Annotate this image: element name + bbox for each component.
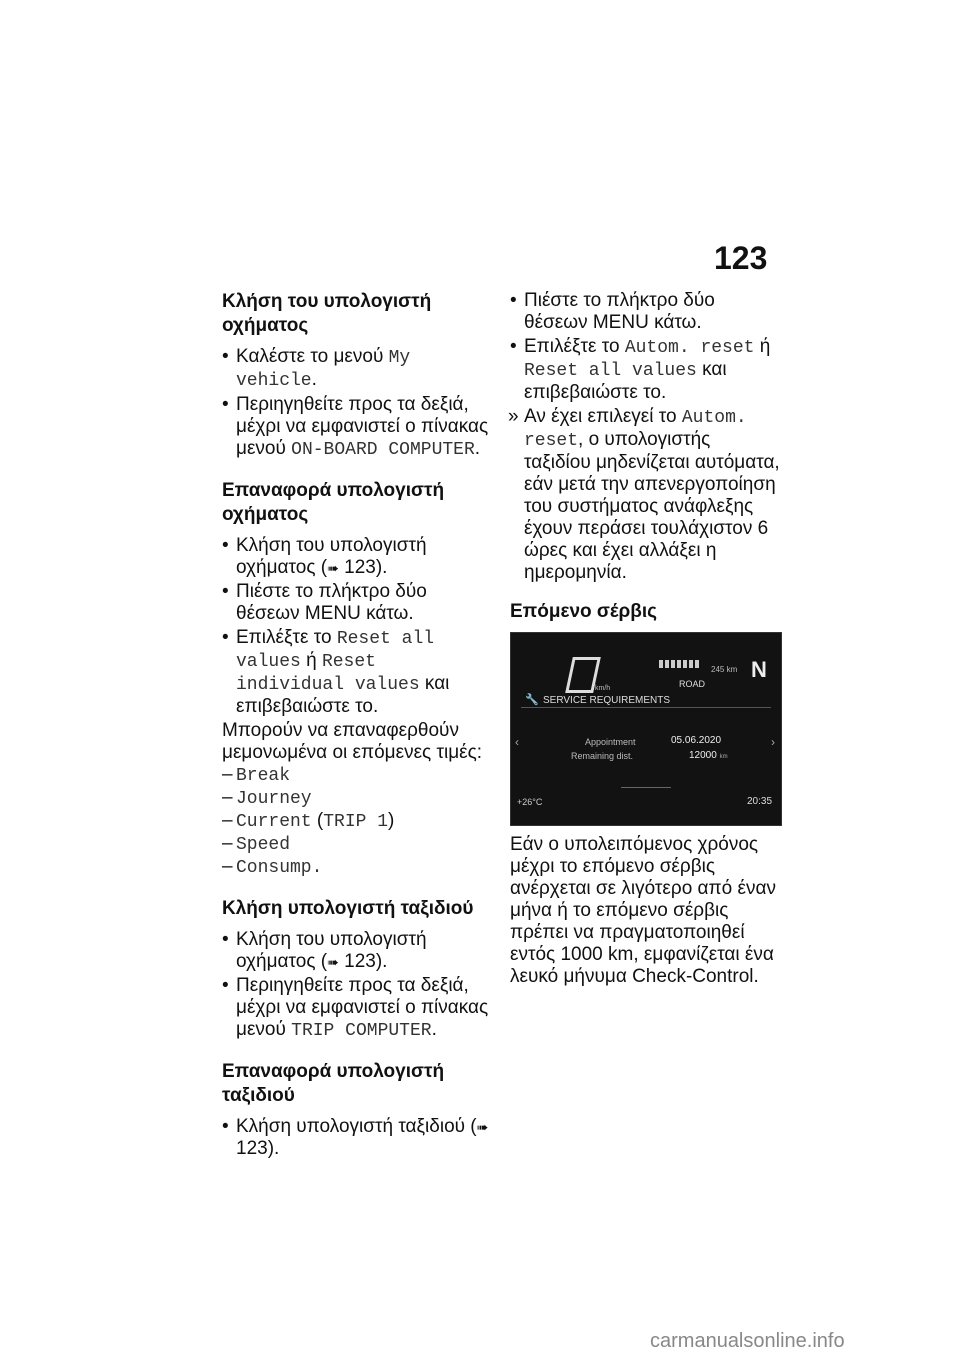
- service-display-image: [510, 632, 782, 826]
- page-reference: 123).: [338, 951, 388, 972]
- menu-code: Consump.: [236, 858, 323, 878]
- gear-indicator: N: [751, 657, 767, 682]
- list-item: [222, 394, 492, 461]
- list-item: [222, 929, 492, 973]
- dash-item: [222, 856, 492, 879]
- remaining-dist-label: Remaining dist.: [571, 751, 634, 761]
- service-header: [511, 687, 781, 705]
- wrench-icon: 🔧: [525, 694, 539, 706]
- section-title: Επαναφορά υπολογιστή οχήματος: [222, 480, 445, 525]
- divider: [521, 707, 771, 708]
- section-call-trip-computer: [222, 897, 492, 1042]
- text: Κλήση υπολογιστή ταξιδιού (: [236, 1116, 477, 1137]
- menu-code: TRIP COMPUTER: [291, 1021, 432, 1041]
- watermark: carmanualsonline.info: [650, 1330, 845, 1352]
- dist-unit: km: [719, 754, 728, 760]
- arrow-icon: ➠: [327, 954, 339, 970]
- menu-code: Reset all values: [236, 629, 435, 672]
- menu-code: Speed: [236, 835, 291, 855]
- text: Επιλέξτε το: [524, 336, 625, 357]
- service-title: SERVICE REQUIREMENTS: [543, 695, 671, 706]
- text: Κλήση του υπολογιστή οχήματος (: [236, 929, 427, 972]
- text: Επιλέξτε το: [236, 627, 337, 648]
- menu-code: ON-BOARD COMPUTER: [291, 440, 475, 460]
- text: ): [388, 810, 395, 831]
- dist-number: 12000: [689, 750, 717, 761]
- menu-code: Autom. reset: [524, 408, 747, 451]
- section-call-vehicle-computer: [222, 290, 492, 461]
- left-column: [222, 290, 492, 1178]
- list-item: • Πιέστε το πλήκτρο δύο θέσεων MENU κάτω.: [510, 290, 780, 334]
- menu-code: Autom. reset: [624, 338, 755, 358]
- temperature: +26°C: [517, 797, 543, 807]
- section-title: Επαναφορά υπολογιστή ταξιδιού: [222, 1061, 445, 1106]
- dash-item: [222, 764, 492, 787]
- appointment-value: 05.06.2020: [671, 735, 722, 746]
- dash-item: [222, 787, 492, 810]
- list-item: [222, 346, 492, 392]
- speed-unit: km/h: [595, 685, 611, 692]
- dash-item: [222, 833, 492, 856]
- list-item: [222, 975, 492, 1042]
- menu-code: Reset individual values: [236, 652, 420, 695]
- chevron-right-icon: ›: [771, 735, 775, 749]
- text: Καλέστε το μενού: [236, 346, 389, 367]
- right-column: [510, 290, 780, 988]
- result-item: [510, 406, 780, 584]
- page-reference: 123).: [338, 557, 388, 578]
- menu-code: My vehicle: [236, 348, 411, 391]
- remaining-dist-value: [689, 745, 728, 768]
- text: και επιβεβαιώστε το.: [236, 673, 450, 717]
- text: Αν έχει επιλεγεί το: [524, 406, 682, 427]
- section-reset-vehicle-computer: [222, 479, 492, 879]
- range-km: 245 km: [711, 665, 738, 674]
- section-title: Κλήση υπολογιστή ταξιδιού: [222, 898, 474, 919]
- chevron-left-icon: ‹: [515, 735, 519, 749]
- text: και επιβεβαιώστε το.: [524, 359, 727, 403]
- dash-item: [222, 810, 492, 833]
- menu-code: Break: [236, 766, 291, 786]
- text: Περιηγηθείτε προς τα δεξιά, μέχρι να εμφανιστεί ο πίνακας μενού: [236, 975, 489, 1040]
- text: ή: [754, 336, 771, 357]
- list-item: [510, 336, 780, 404]
- text: (: [311, 810, 324, 831]
- arrow-icon: ➠: [476, 1119, 489, 1135]
- menu-code: Reset all values: [524, 361, 697, 381]
- text: .: [474, 438, 481, 459]
- text: Κλήση του υπολογιστή οχήματος (: [236, 535, 427, 578]
- text: .: [311, 369, 317, 390]
- section-title: Επόμενο σέρβις: [510, 601, 657, 622]
- paragraph: Μπορούν να επαναφερθούν μεμονωμένα οι επόμενες τιμές:: [222, 720, 483, 763]
- list-item: • Πιέστε το πλήκτρο δύο θέσεων MENU κάτω.: [222, 581, 492, 625]
- arrow-icon: ➠: [327, 560, 339, 576]
- menu-code: TRIP 1: [323, 812, 389, 832]
- page-number: 123: [714, 240, 768, 276]
- clock: 20:35: [747, 796, 773, 807]
- paragraph: Εάν ο υπολειπόμενος χρόνος μέχρι το επόμενο σέρβις ανέρχεται σε λιγότερο από έναν μήνα ή το επόμενο σέρβις πρέπει να πραγματοποιηθεί εντός 1000 km, εμφανίζεται ένα λευκό μήνυμα Check-Control.: [510, 834, 776, 987]
- text: ή: [300, 650, 322, 671]
- text: , ο υπολογιστής ταξιδίου μηδενίζεται αυτόματα, εάν μετά την απενεργοποίηση του συστήματος ανάφλεξης έχουν περάσει τουλάχιστον 6 ώρες και έχει αλλάξει η ημερομηνία.: [524, 429, 780, 583]
- section-title: Κλήση του υπολογιστή οχήματος: [222, 291, 432, 336]
- page-reference: 123).: [236, 1138, 280, 1159]
- chevron-down-icon: [621, 787, 671, 788]
- menu-code: Current: [236, 812, 312, 832]
- section-reset-trip-computer: [222, 1060, 492, 1160]
- list-item: [222, 1116, 492, 1160]
- text: .: [431, 1019, 437, 1040]
- ride-mode: ROAD: [679, 679, 706, 689]
- text: Περιηγηθείτε προς τα δεξιά, μέχρι να εμφανιστεί ο πίνακας μενού: [236, 394, 489, 459]
- menu-code: Journey: [236, 789, 312, 809]
- list-item: [222, 535, 492, 579]
- appointment-label: Appointment: [585, 737, 636, 747]
- list-item: [222, 627, 492, 718]
- fuel-bars-icon: [659, 660, 701, 668]
